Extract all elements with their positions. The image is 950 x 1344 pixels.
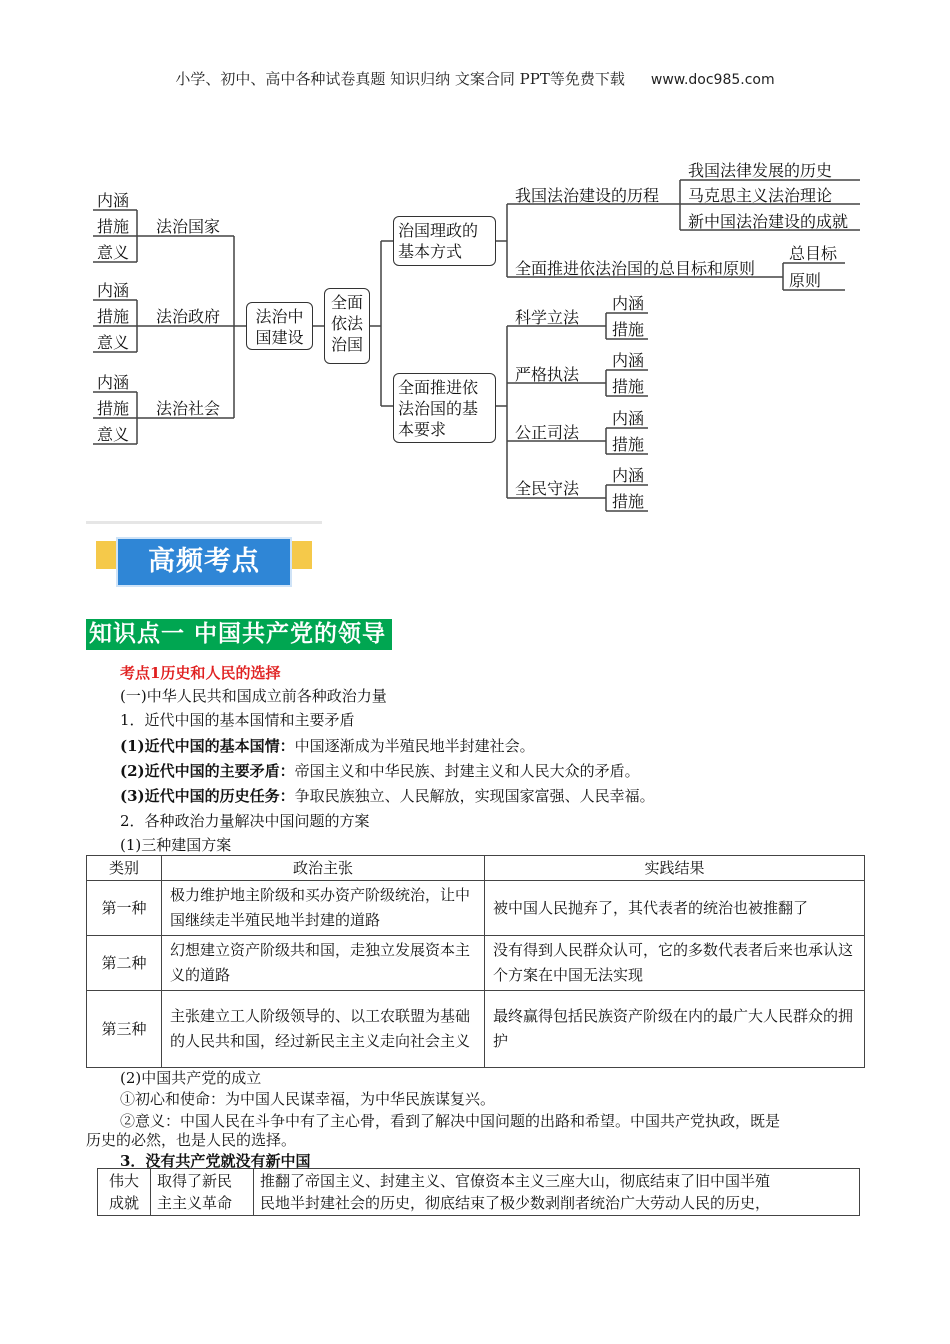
knowledge-point-title: 知识点一 中国共产党的领导 — [86, 619, 392, 650]
cell-type: 第一种 — [87, 881, 162, 936]
cell-result: 被中国人民抛弃了，其代表者的统治也被推翻了 — [485, 881, 865, 936]
item-body: 争取民族独立、人民解放，实现国家富强、人民幸福。 — [294, 787, 655, 805]
col-header-result: 实践结果 — [485, 856, 865, 881]
cell-claim: 极力维护地主阶级和买办资产阶级统治，让中国继续走半殖民地半封建的道路 — [162, 881, 485, 936]
leaf-law-history: 我国法律发展的历史 — [688, 161, 833, 180]
lower-item-zhifa: 严格执法 — [515, 365, 580, 384]
separator-line — [86, 521, 322, 524]
item-historical-task — [120, 785, 655, 806]
upper-item-goal: 全面推进依法治国的总目标和原则 — [515, 259, 756, 278]
leaf-marxist-theory: 马克思主义法治理论 — [688, 186, 833, 205]
table-row — [87, 991, 865, 1068]
cell-category — [98, 1169, 151, 1216]
header-url[interactable]: www.doc985.com — [650, 72, 775, 88]
item-body: 帝国主义和中华民族、封建主义和人民大众的矛盾。 — [294, 762, 640, 780]
leaf-cuoshi: 措施 — [612, 320, 645, 339]
header-text: 小学、初中、高中各种试卷真题 知识归纳 文案合同 PPT等免费下载 — [175, 70, 625, 88]
cell-line: 伟大 — [108, 1172, 139, 1190]
cell-claim: 主张建立工人阶级领导的、以工农联盟为基础的人民共和国，经过新民主主义走向社会主义 — [162, 991, 485, 1068]
item-main-contradiction — [120, 760, 640, 781]
leaf-neihan: 内涵 — [612, 466, 645, 485]
leaf-cuoshi: 措施 — [97, 307, 130, 326]
table-header-row — [87, 856, 865, 881]
cell-type: 第三种 — [87, 991, 162, 1068]
leaf-cuoshi: 措施 — [97, 217, 130, 236]
leaf-neihan: 内涵 — [612, 409, 645, 428]
lower-item-sifa: 公正司法 — [515, 423, 580, 442]
leaf-yiyi: 意义 — [97, 243, 130, 262]
leaf-cuoshi: 措施 — [97, 399, 130, 418]
item-head: (3)近代中国的历史任务： — [120, 787, 295, 805]
core-node: 全面依法治国 — [324, 288, 370, 364]
cell-line: 成就 — [108, 1194, 139, 1212]
leaf-neihan: 内涵 — [97, 373, 130, 392]
high-frequency-banner — [96, 535, 316, 593]
achievement-table — [97, 1168, 860, 1216]
leaf-neihan: 内涵 — [612, 351, 645, 370]
leaf-principle: 原则 — [789, 271, 822, 290]
item-body: 中国逐渐成为半殖民地半封建社会。 — [294, 737, 535, 755]
cell-result: 没有得到人民群众认可，它的多数代表者后来也承认这个方案在中国无法实现 — [485, 936, 865, 991]
subheading-1: 1．近代中国的基本国情和主要矛盾 — [120, 711, 355, 729]
para-meaning-line2: 历史的必然，也是人民的选择。 — [86, 1131, 297, 1149]
cell-description — [254, 1169, 860, 1216]
cell-result: 最终赢得包括民族资产阶级在内的最广大人民群众的拥护 — [485, 991, 865, 1068]
cell-event — [151, 1169, 254, 1216]
upper-item-history: 我国法治建设的历程 — [515, 186, 660, 205]
leaf-yiyi: 意义 — [97, 425, 130, 444]
upper-branch-node: 治国理政的基本方式 — [393, 216, 496, 266]
subheading-2-1: (1)三种建国方案 — [120, 836, 232, 854]
section-heading: (一)中华人民共和国成立前各种政治力量 — [120, 687, 387, 705]
founding-plans-table — [86, 855, 865, 1068]
table-row — [87, 936, 865, 991]
center-node: 法治中国建设 — [246, 302, 313, 350]
col-header-type: 类别 — [87, 856, 162, 881]
subheading-2-2: (2)中国共产党的成立 — [120, 1069, 262, 1087]
cell-line: 民地半封建社会的历史，彻底结束了极少数剥削者统治广大劳动人民的历史， — [260, 1194, 771, 1212]
cell-claim: 幻想建立资产阶级共和国，走独立发展资本主义的道路 — [162, 936, 485, 991]
leaf-yiyi: 意义 — [97, 333, 130, 352]
para-meaning-line1: ②意义：中国人民在斗争中有了主心骨，看到了解决中国问题的出路和希望。中国共产党执政，既是 — [120, 1112, 781, 1130]
leaf-neihan: 内涵 — [97, 281, 130, 300]
leaf-neihan: 内涵 — [97, 191, 130, 210]
group-fazhi-shehui: 法治社会 — [156, 399, 221, 418]
table-row — [98, 1169, 860, 1216]
lower-item-shoufa: 全民守法 — [515, 479, 580, 498]
leaf-new-china-achievement: 新中国法治建设的成就 — [688, 212, 849, 231]
leaf-cuoshi: 措施 — [612, 377, 645, 396]
item-head: (2)近代中国的主要矛盾： — [120, 762, 295, 780]
leaf-overall-goal: 总目标 — [789, 244, 838, 263]
subheading-2: 2．各种政治力量解决中国问题的方案 — [120, 812, 370, 830]
lower-item-lifa: 科学立法 — [515, 308, 580, 327]
item-head: (1)近代中国的基本国情： — [120, 737, 295, 755]
leaf-cuoshi: 措施 — [612, 435, 645, 454]
group-fazhi-guojia: 法治国家 — [156, 217, 221, 236]
col-header-claim: 政治主张 — [162, 856, 485, 881]
kaodian-title: 考点1历史和人民的选择 — [120, 664, 281, 682]
lower-branch-node: 全面推进依法治国的基本要求 — [393, 373, 496, 443]
cell-line: 取得了新民 — [157, 1172, 233, 1190]
cell-line: 推翻了帝国主义、封建主义、官僚资本主义三座大山，彻底结束了旧中国半殖 — [260, 1172, 771, 1190]
table-row — [87, 881, 865, 936]
cell-type: 第二种 — [87, 936, 162, 991]
subheading-3: 3．没有共产党就没有新中国 — [120, 1152, 311, 1170]
cell-line: 主主义革命 — [157, 1194, 233, 1212]
item-basic-situation — [120, 735, 535, 756]
banner-title: 高频考点 — [116, 537, 292, 587]
para-mission: ①初心和使命：为中国人民谋幸福，为中华民族谋复兴。 — [120, 1090, 496, 1108]
group-fazhi-zhengfu: 法治政府 — [156, 307, 221, 326]
leaf-cuoshi: 措施 — [612, 492, 645, 511]
leaf-neihan: 内涵 — [612, 294, 645, 313]
